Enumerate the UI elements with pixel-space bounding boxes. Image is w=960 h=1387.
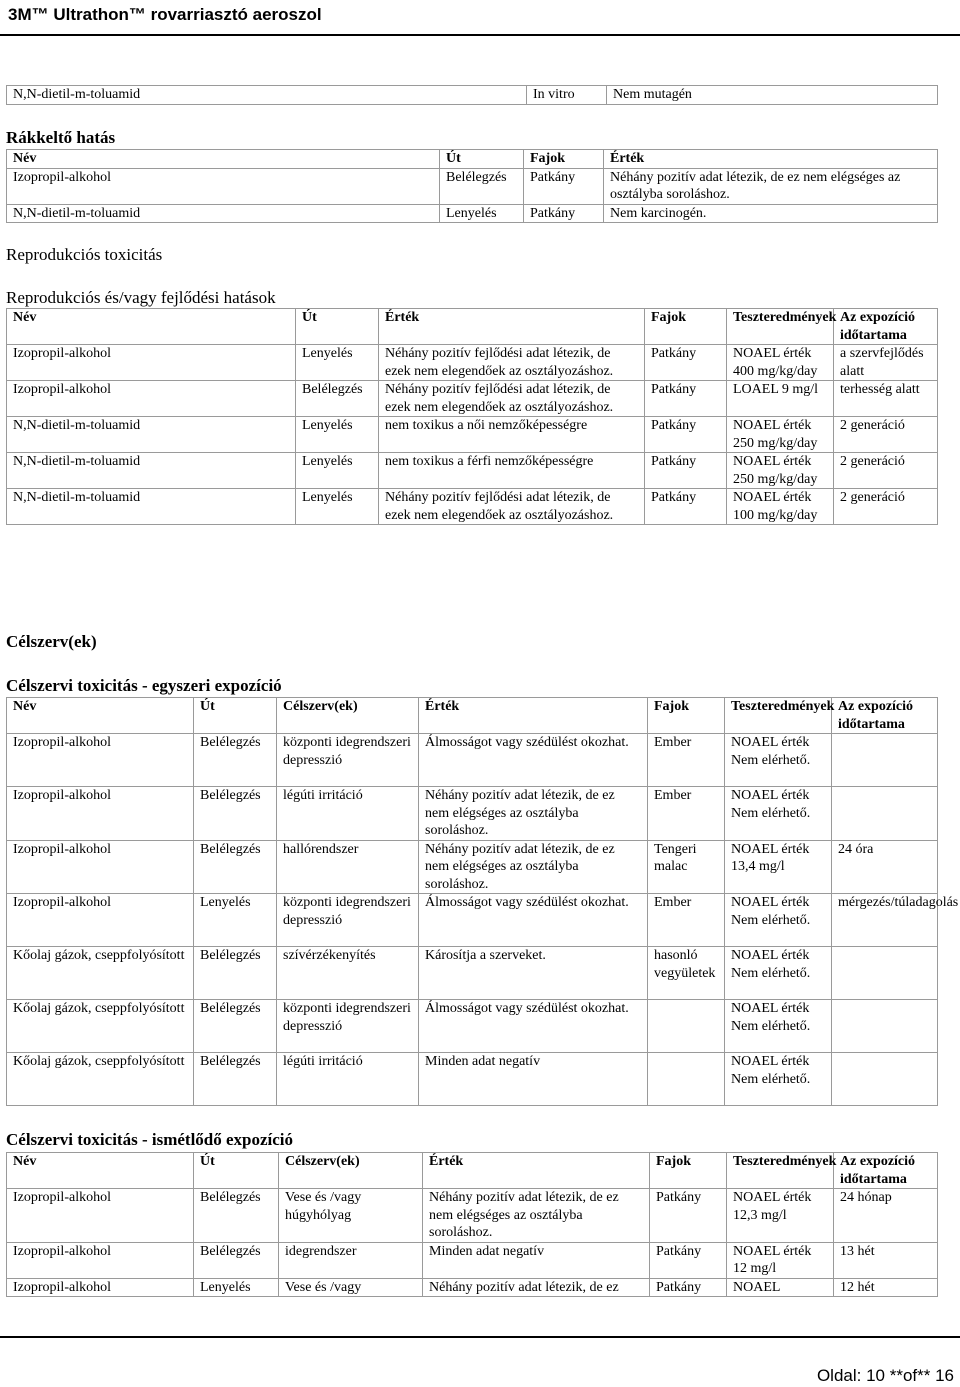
table-cell: In vitro	[527, 86, 607, 105]
table-cell: Lenyelés	[296, 345, 379, 381]
table-header-row	[7, 309, 938, 345]
table-cell: központi idegrendszeri depresszió	[277, 734, 419, 787]
table-cell: Izopropil-alkohol	[7, 734, 194, 787]
table-cell: Álmosságot vagy szédülést okozhat.	[419, 894, 648, 947]
column-header: Célszerv(ek)	[277, 698, 419, 734]
table-cell: Belélegzés	[440, 168, 524, 204]
table-cell: Néhány pozitív adat létezik, de ez nem elégséges az osztályba soroláshoz.	[419, 840, 648, 894]
table-cell: NOAEL érték Nem elérhető.	[725, 947, 832, 1000]
table-cell: nem toxikus a női nemzőképességre	[379, 417, 645, 453]
table-cell: N,N-dietil-m-toluamid	[7, 86, 527, 105]
table-cell: Minden adat negatív	[419, 1053, 648, 1106]
table-row	[7, 168, 938, 204]
table-cell: LOAEL 9 mg/l	[727, 381, 834, 417]
table-cell: Izopropil-alkohol	[7, 345, 296, 381]
table-cell: mérgezés/túladagolás	[832, 894, 938, 947]
table-cell: Lenyelés	[296, 417, 379, 453]
table-row	[7, 1053, 938, 1106]
table-cell: Izopropil-alkohol	[7, 168, 440, 204]
table-cell: NOAEL érték Nem elérhető.	[725, 787, 832, 841]
table-cell: Izopropil-alkohol	[7, 840, 194, 894]
table-cell: Lenyelés	[194, 894, 277, 947]
table-cell: Patkány	[645, 417, 727, 453]
table-cell: Izopropil-alkohol	[7, 1242, 194, 1278]
carcinogenicity-table	[6, 149, 938, 223]
table-row	[7, 1189, 938, 1243]
table-cell: NOAEL érték 400 mg/kg/day	[727, 345, 834, 381]
table-cell: N,N-dietil-m-toluamid	[7, 489, 296, 525]
table-cell: Minden adat negatív	[423, 1242, 650, 1278]
table-cell: N,N-dietil-m-toluamid	[7, 453, 296, 489]
mutagenicity-table	[6, 85, 938, 105]
table-cell: Belélegzés	[194, 1000, 277, 1053]
reproductive-subheading: Reprodukciós és/vagy fejlődési hatások	[6, 288, 276, 307]
table-cell: Belélegzés	[194, 1053, 277, 1106]
table-cell: Lenyelés	[440, 204, 524, 223]
single-exposure-table	[6, 697, 959, 1106]
table-cell: Patkány	[650, 1189, 727, 1243]
table-cell: Belélegzés	[296, 381, 379, 417]
table-cell: Kőolaj gázok, cseppfolyósított	[7, 1053, 194, 1106]
table-cell: Ember	[648, 734, 725, 787]
repeated-exposure-table	[6, 1152, 938, 1297]
table-cell	[832, 947, 938, 1000]
table-cell: Belélegzés	[194, 1242, 279, 1278]
column-header: Érték	[419, 698, 648, 734]
table-cell: Patkány	[650, 1242, 727, 1278]
table-cell: N,N-dietil-m-toluamid	[7, 417, 296, 453]
table-cell: Patkány	[645, 453, 727, 489]
column-header: Érték	[423, 1153, 650, 1189]
table-cell: NOAEL érték 100 mg/kg/day	[727, 489, 834, 525]
table-cell: 2 generáció	[834, 489, 938, 525]
table-cell: Vese és /vagy húgyhólyag	[279, 1189, 423, 1243]
table-row	[7, 840, 938, 894]
table-cell: N,N-dietil-m-toluamid	[7, 204, 440, 223]
table-row	[7, 204, 938, 223]
table-row	[7, 894, 938, 947]
repeated-exposure-heading: Célszervi toxicitás - ismétlődő expozíció	[6, 1130, 294, 1149]
table-cell: 2 generáció	[834, 417, 938, 453]
table-cell: Belélegzés	[194, 734, 277, 787]
table-cell: NOAEL érték Nem elérhető.	[725, 894, 832, 947]
table-cell: NOAEL érték Nem elérhető.	[725, 1000, 832, 1053]
table-cell: Belélegzés	[194, 787, 277, 841]
table-cell: Lenyelés	[194, 1278, 279, 1297]
table-cell: nem toxikus a férfi nemzőképességre	[379, 453, 645, 489]
table-cell: Belélegzés	[194, 947, 277, 1000]
table-cell: NOAEL érték 13,4 mg/l	[725, 840, 832, 894]
table-cell: 13 hét	[834, 1242, 938, 1278]
table-cell: Néhány pozitív fejlődési adat létezik, de ezek nem elegendőek az osztályozáshoz.	[379, 381, 645, 417]
table-row	[7, 734, 938, 787]
table-cell: 24 hónap	[834, 1189, 938, 1243]
table-cell: a szervfejlődés alatt	[834, 345, 938, 381]
table-cell: Izopropil-alkohol	[7, 787, 194, 841]
column-header: Fajok	[645, 309, 727, 345]
table-cell: 2 generáció	[834, 453, 938, 489]
table-cell	[832, 787, 938, 841]
column-header: Érték	[379, 309, 645, 345]
table-cell: Néhány pozitív adat létezik, de ez nem elégséges az osztályba soroláshoz.	[604, 168, 938, 204]
column-header: Név	[7, 309, 296, 345]
table-cell: hasonló vegyületek	[648, 947, 725, 1000]
table-cell: NOAEL érték Nem elérhető.	[725, 734, 832, 787]
table-row	[7, 787, 938, 841]
column-header: Teszteredmények	[727, 1153, 834, 1189]
table-row	[7, 1000, 938, 1053]
column-header: Teszteredmények	[725, 698, 832, 734]
table-row	[7, 453, 938, 489]
table-cell: Patkány	[524, 204, 604, 223]
column-header: Fajok	[650, 1153, 727, 1189]
table-cell: Patkány	[645, 489, 727, 525]
table-row	[7, 86, 938, 105]
table-cell: Néhány pozitív fejlődési adat létezik, de ezek nem elegendőek az osztályozáshoz.	[379, 489, 645, 525]
table-cell: Ember	[648, 787, 725, 841]
column-header: Az expozíció időtartama	[834, 1153, 938, 1189]
table-cell	[832, 1000, 938, 1053]
table-header-row	[7, 150, 938, 169]
table-cell: Néhány pozitív adat létezik, de ez nem elégséges az osztályba soroláshoz.	[419, 787, 648, 841]
table-cell: Nem karcinogén.	[604, 204, 938, 223]
table-cell: Lenyelés	[296, 453, 379, 489]
table-cell	[648, 1000, 725, 1053]
table-cell: hallórendszer	[277, 840, 419, 894]
column-header: Az expozíció időtartama	[834, 309, 938, 345]
column-header: Út	[296, 309, 379, 345]
column-header: Fajok	[524, 150, 604, 169]
reproductive-heading: Reprodukciós toxicitás	[6, 245, 163, 264]
column-header: Érték	[604, 150, 938, 169]
table-cell: légúti irritáció	[277, 1053, 419, 1106]
document-header	[0, 0, 960, 36]
table-row	[7, 345, 938, 381]
column-header: Név	[7, 1153, 194, 1189]
single-exposure-heading: Célszervi toxicitás - egyszeri expozíció	[6, 676, 282, 695]
column-header: Név	[7, 150, 440, 169]
table-cell: Izopropil-alkohol	[7, 1189, 194, 1243]
table-cell: Nem mutagén	[607, 86, 938, 105]
table-cell: NOAEL érték 250 mg/kg/day	[727, 417, 834, 453]
table-cell	[832, 1053, 938, 1106]
document-title: 3M™ Ultrathon™ rovarriasztó aeroszol	[8, 5, 322, 24]
table-row	[7, 1242, 938, 1278]
column-header: Teszteredmények	[727, 309, 834, 345]
column-header: Út	[440, 150, 524, 169]
table-cell: Ember	[648, 894, 725, 947]
table-cell: Belélegzés	[194, 840, 277, 894]
table-cell: NOAEL érték Nem elérhető.	[725, 1053, 832, 1106]
carcinogenicity-heading: Rákkeltő hatás	[6, 128, 116, 147]
column-header: Út	[194, 1153, 279, 1189]
table-cell: Belélegzés	[194, 1189, 279, 1243]
page-number: Oldal: 10 **of** 16	[816, 1366, 954, 1385]
table-cell: idegrendszer	[279, 1242, 423, 1278]
table-cell: Patkány	[650, 1278, 727, 1297]
column-header: Út	[194, 698, 277, 734]
column-header: Név	[7, 698, 194, 734]
column-header: Az expozíció időtartama	[832, 698, 938, 734]
table-header-row	[7, 698, 938, 734]
table-row	[7, 1278, 938, 1297]
table-cell: Néhány pozitív adat létezik, de ez nem elégséges az osztályba soroláshoz.	[423, 1189, 650, 1243]
table-cell: Álmosságot vagy szédülést okozhat.	[419, 1000, 648, 1053]
table-cell: szívérzékenyítés	[277, 947, 419, 1000]
table-cell: NOAEL érték 250 mg/kg/day	[727, 453, 834, 489]
table-cell: Izopropil-alkohol	[7, 894, 194, 947]
table-cell: Károsítja a szerveket.	[419, 947, 648, 1000]
column-header: Fajok	[648, 698, 725, 734]
table-cell: 24 óra	[832, 840, 938, 894]
footer-divider	[0, 1336, 960, 1338]
table-cell: Patkány	[645, 381, 727, 417]
table-row	[7, 489, 938, 525]
reproductive-table	[6, 308, 938, 525]
table-cell	[832, 734, 938, 787]
target-organs-heading: Célszerv(ek)	[6, 632, 97, 651]
table-row	[7, 381, 938, 417]
table-cell: Lenyelés	[296, 489, 379, 525]
table-cell: NOAEL érték 12,3 mg/l	[727, 1189, 834, 1243]
table-cell: légúti irritáció	[277, 787, 419, 841]
table-cell: Vese és /vagy	[279, 1278, 423, 1297]
table-cell: Kőolaj gázok, cseppfolyósított	[7, 947, 194, 1000]
table-row	[7, 947, 938, 1000]
table-cell: 12 hét	[834, 1278, 938, 1297]
table-cell: Álmosságot vagy szédülést okozhat.	[419, 734, 648, 787]
table-cell: központi idegrendszeri depresszió	[277, 894, 419, 947]
table-cell: Izopropil-alkohol	[7, 381, 296, 417]
table-cell: Kőolaj gázok, cseppfolyósított	[7, 1000, 194, 1053]
table-row	[7, 417, 938, 453]
table-header-row	[7, 1153, 938, 1189]
table-cell: terhesség alatt	[834, 381, 938, 417]
table-cell: Néhány pozitív fejlődési adat létezik, de ezek nem elegendőek az osztályozáshoz.	[379, 345, 645, 381]
table-cell: NOAEL	[727, 1278, 834, 1297]
table-cell: Izopropil-alkohol	[7, 1278, 194, 1297]
table-cell: központi idegrendszeri depresszió	[277, 1000, 419, 1053]
table-cell: Néhány pozitív adat létezik, de ez	[423, 1278, 650, 1297]
column-header: Célszerv(ek)	[279, 1153, 423, 1189]
table-cell: NOAEL érték 12 mg/l	[727, 1242, 834, 1278]
table-cell: Patkány	[645, 345, 727, 381]
table-cell	[648, 1053, 725, 1106]
table-cell: Patkány	[524, 168, 604, 204]
table-cell: Tengeri malac	[648, 840, 725, 894]
